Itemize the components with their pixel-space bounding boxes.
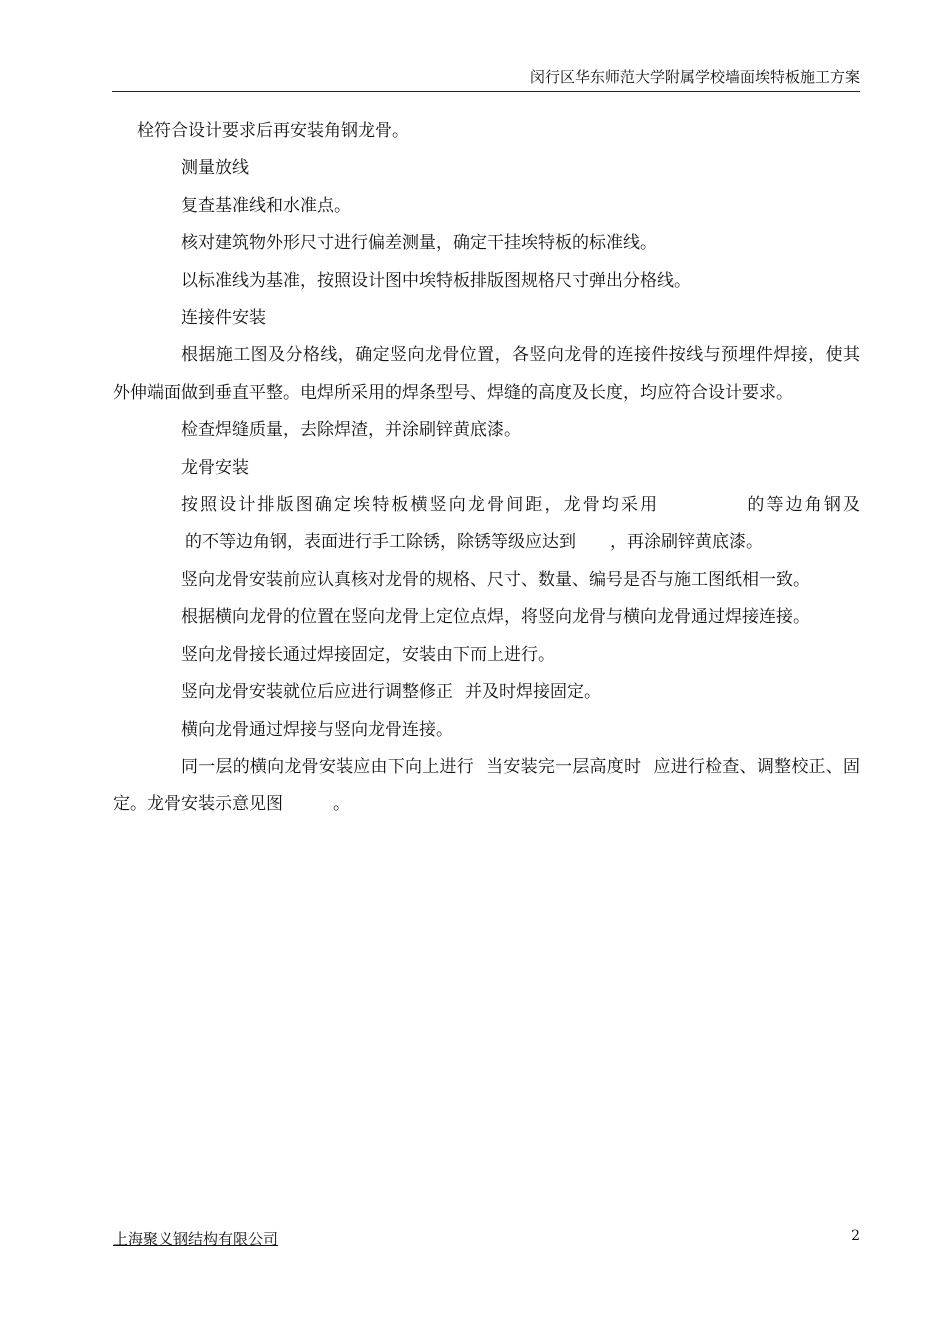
paragraph: 竖向龙骨接长通过焊接固定，安装由下而上进行。 xyxy=(181,644,555,665)
text-run: 。 xyxy=(333,794,350,815)
paragraph: 根据施工图及分格线，确定竖向龙骨位置，各竖向龙骨的连接件按线与预埋件焊接，使其外伸端面做到垂直平整。电焊所采用的焊条型号、焊缝的高度及长度，均应符合设计要求。 xyxy=(113,345,860,403)
header-divider xyxy=(112,91,860,92)
header-title: 闵行区华东师范大学附属学校墙面埃特板施工方案 xyxy=(529,68,860,86)
paragraph: 横向龙骨通过焊接与竖向龙骨连接。 xyxy=(181,719,453,740)
text-run: 按照设计排版图确定埃特板横竖向龙骨间距，龙骨均采用 xyxy=(181,495,660,516)
text-run: ，再涂刷锌黄底漆。 xyxy=(610,532,763,553)
section-heading: 连接件安装 xyxy=(181,308,266,329)
paragraph: 栓符合设计要求后再安装角钢龙骨。 xyxy=(137,121,409,141)
text-run: 并及时焊接固定。 xyxy=(465,682,601,703)
document-body xyxy=(113,113,860,824)
paragraph: 竖向龙骨安装前应认真核对龙骨的规格、尺寸、数量、编号是否与施工图纸相一致。 xyxy=(181,569,810,590)
text-run: 同一层的横向龙骨安装应由下向上进行 xyxy=(181,756,474,777)
paragraph xyxy=(113,749,860,824)
text-run: 的不等边角钢，表面进行手工除锈，除锈等级应达到 xyxy=(185,532,576,553)
text-run: 应进行检查、调整校正、固定。龙骨安装示意见图 xyxy=(113,756,861,815)
section-heading: 龙骨安装 xyxy=(181,457,249,478)
paragraph: 核对建筑物外形尺寸进行偏差测量，确定干挂埃特板的标准线。 xyxy=(181,233,657,254)
text-run: 的等边角钢及 xyxy=(745,495,861,516)
paragraph xyxy=(113,524,860,561)
paragraph: 根据横向龙骨的位置在竖向龙骨上定位点焊，将竖向龙骨与横向龙骨通过焊接连接。 xyxy=(181,607,810,628)
paragraph xyxy=(113,674,860,711)
page-number: 2 xyxy=(851,1228,860,1244)
paragraph: 复查基准线和水准点。 xyxy=(181,195,351,216)
text-run: 竖向龙骨安装就位后应进行调整修正 xyxy=(181,682,453,703)
section-heading: 测量放线 xyxy=(181,158,249,179)
paragraph: 检查焊缝质量，去除焊渣，并涂刷锌黄底漆。 xyxy=(181,420,521,441)
footer-company-name: 上海聚义钢结构有限公司 xyxy=(113,1230,279,1248)
paragraph: 以标准线为基准，按照设计图中埃特板排版图规格尺寸弹出分格线。 xyxy=(181,270,691,291)
paragraph xyxy=(113,487,860,524)
text-run: 当安装完一层高度时 xyxy=(485,756,642,777)
